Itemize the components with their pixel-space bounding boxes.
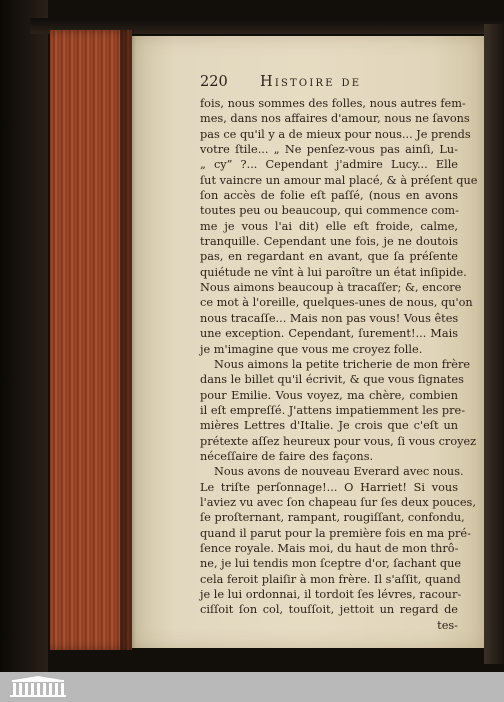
book-cover-left [0, 0, 48, 672]
text-line: „ cy” ?... Cependant j'admire Lucy... Elle [200, 158, 458, 172]
text-line: pour Emilie. Vous voyez, ma chère, combien [200, 388, 458, 402]
text-line: prétexte aſſez heureux pour vous, ſi vous croyez [200, 434, 477, 448]
book-cover-right [484, 24, 504, 664]
text-line: votre ſtile... „ Ne penſez-vous pas ainſi, Lu- [200, 143, 458, 157]
library-building-icon [4, 675, 72, 699]
text-line: me je vous l'ai dit) elle eſt froide, calme, [200, 219, 458, 233]
text-line: fois, nous sommes des folles, nous autres fem- [200, 97, 466, 110]
text-line: Le triſte perſonnage!... O Harriet! Si vous [200, 480, 458, 494]
text-line: tranquille. Cependant une fois, je ne doutois [200, 235, 458, 249]
text-line: ſence royale. Mais moi, du haut de mon thrô- [200, 541, 459, 555]
catchword: tes- [437, 618, 458, 632]
text-line: toutes peu ou beaucoup, qui commence com- [200, 204, 459, 218]
text-line: néceſſaire de faire des façons. [200, 449, 374, 463]
text-line: quand il parut pour la première fois en ma pré- [200, 526, 471, 540]
gutter-shadow [120, 30, 136, 650]
running-title: Histoire de [260, 74, 362, 90]
text-line: mes, dans nos affaires d'amour, nous ne ſavons [200, 112, 470, 126]
text-line: cela feroit plaiſir à mon frère. Il s'aſſit, quand [200, 572, 461, 586]
page-header [200, 74, 480, 94]
text-line: pas ce qu'il y a de mieux pour nous... Je prends [200, 127, 471, 141]
text-line: ciſſoit ſon col, touſſoit, jettoit un regard de [200, 603, 458, 617]
text-line: l'aviez vu avec ſon chapeau ſur ſes deux pouces, [200, 495, 476, 509]
text-line: pas, en regardant en avant, que ſa préſente [200, 250, 458, 264]
text-line: ne, je lui tendis mon ſceptre d'or, ſachant que [200, 557, 462, 571]
text-line: nous tracaſſe... Mais non pas vous! Vous êtes [200, 311, 459, 325]
text-line: il eſt empreſſé. J'attens impatiemment les pre- [200, 403, 466, 417]
text-line: Nous aimons beaucoup à tracaſſer; &, encore [200, 281, 462, 295]
text-line: dans le billet qu'il écrivit, & que vous ſignates [200, 373, 464, 387]
text-line: ſon accès de folie eſt paſſé, (nous en avons [200, 189, 458, 203]
text-block [200, 96, 478, 633]
page-number: 220 [200, 74, 228, 90]
text-line: mières Lettres d'Italie. Je crois que c'eſt un [200, 419, 458, 433]
text-line: Nous aimons la petite tricherie de mon frère [214, 357, 471, 371]
text-line: Nous avons de nouveau Everard avec nous. [214, 465, 464, 479]
footer-bar [0, 672, 504, 702]
text-line: ce mot à l'oreille, quelques-unes de nous, qu'on [200, 296, 473, 310]
text-line: je m'imagine que vous me croyez folle. [200, 342, 423, 356]
text-line: quiétude ne vînt à lui paroître un état inſipide. [200, 265, 467, 279]
text-line: une exception. Cependant, ſurement!... Mais [200, 327, 458, 341]
text-line: ſe proſternant, rampant, rougiſſant, confondu, [200, 511, 465, 525]
text-line: ſut vaincre un amour mal placé, & à préſent que [200, 173, 478, 187]
text-line: je le lui ordonnai, il tordoit ſes lévres, racour- [200, 588, 462, 601]
